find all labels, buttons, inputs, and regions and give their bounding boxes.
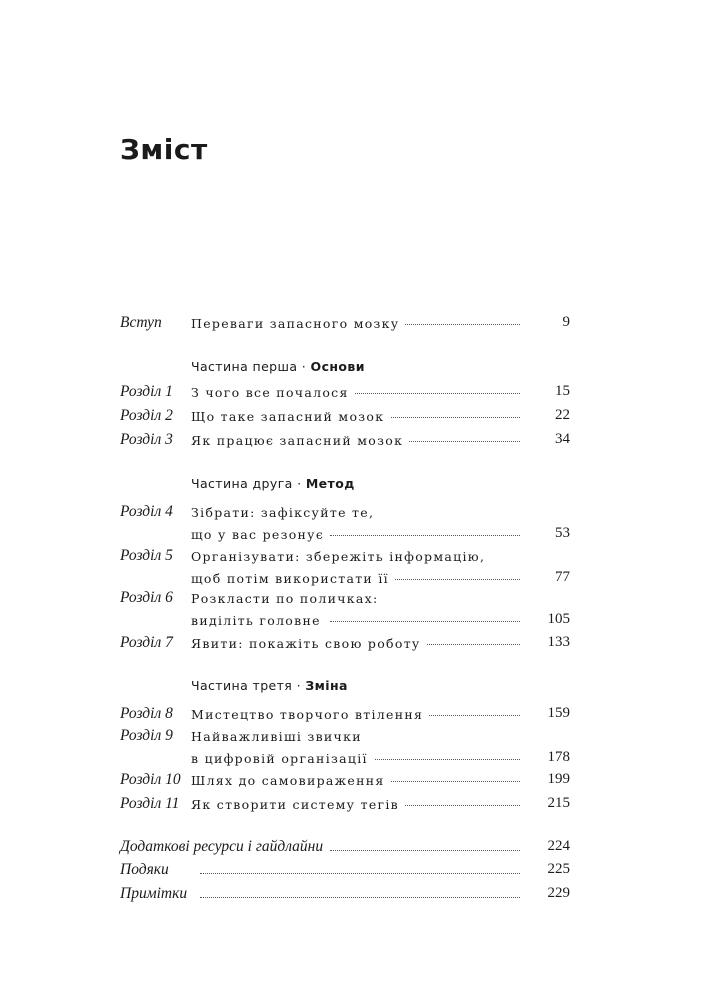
part-heading [191, 476, 355, 491]
chapter-title-line: що у вас резонує [191, 527, 330, 542]
chapter-title-line: виділіть головне [191, 613, 327, 628]
back-matter-label: Додаткові ресурси і гайдлайни [120, 838, 329, 856]
chapter-page: 215 [547, 795, 570, 811]
chapter-page: 77 [555, 569, 570, 585]
chapter-label: Розділ 10 [120, 771, 181, 788]
chapter-page: 53 [555, 525, 570, 541]
chapter-page: 15 [555, 383, 570, 399]
chapter-page: 199 [547, 771, 570, 787]
chapter-label: Розділ 4 [120, 503, 173, 520]
chapter-page: 133 [547, 634, 570, 650]
chapter-label: Розділ 11 [120, 795, 180, 812]
chapter-title: Що таке запасний мозок [191, 409, 390, 424]
chapter-page: 178 [547, 749, 570, 765]
dot-leader [330, 621, 520, 622]
part-prefix: Частина третя [191, 678, 293, 693]
chapter-title: Як працює запасний мозок [191, 433, 409, 448]
chapter-title-line: щоб потім використати її [191, 571, 395, 586]
chapter-page: 34 [555, 431, 570, 447]
chapter-title-line: Організувати: збережіть інформацію, [191, 549, 491, 564]
back-matter-label: Примітки [120, 885, 193, 903]
chapter-page: 159 [547, 705, 570, 721]
back-matter-page: 224 [547, 838, 570, 854]
part-name: Зміна [305, 678, 348, 693]
chapter-title: Шлях до самовираження [191, 773, 391, 788]
chapter-title-line: в цифровій організації [191, 751, 374, 766]
chapter-page: 22 [555, 407, 570, 423]
chapter-title-line: Зібрати: зафіксуйте те, [191, 505, 380, 520]
part-prefix: Частина друга [191, 476, 293, 491]
intro-label: Вступ [120, 314, 162, 331]
chapter-title: Мистецтво творчого втілення [191, 707, 429, 722]
intro-page: 9 [562, 314, 570, 330]
part-separator: · [296, 678, 301, 693]
dot-leader [330, 535, 520, 536]
chapter-label: Розділ 2 [120, 407, 173, 424]
chapter-label: Розділ 8 [120, 705, 173, 722]
chapter-title: Явити: покажіть свою роботу [191, 636, 427, 651]
chapter-title-line: Найважливіші звички [191, 729, 368, 744]
chapter-title-line: Розкласти по поличках: [191, 591, 385, 606]
intro-title: Переваги запасного мозку [191, 316, 405, 331]
part-name: Основи [310, 359, 365, 374]
part-separator: · [301, 359, 307, 374]
dot-leader [330, 850, 520, 851]
dot-leader [200, 897, 520, 898]
dot-leader [330, 393, 520, 394]
chapter-label: Розділ 5 [120, 547, 173, 564]
part-name: Метод [305, 476, 355, 491]
part-heading [191, 359, 365, 374]
part-prefix: Частина перша [191, 359, 298, 374]
chapter-label: Розділ 6 [120, 589, 173, 606]
chapter-page: 105 [547, 611, 570, 627]
back-matter-page: 225 [547, 861, 570, 877]
chapter-label: Розділ 1 [120, 383, 173, 400]
chapter-label: Розділ 7 [120, 634, 173, 651]
part-heading [191, 678, 348, 693]
chapter-label: Розділ 9 [120, 727, 173, 744]
back-matter-label: Подяки [120, 861, 175, 879]
page-title: Зміст [120, 133, 208, 166]
chapter-label: Розділ 3 [120, 431, 173, 448]
dot-leader [200, 873, 520, 874]
chapter-title: Як створити систему тегів [191, 797, 405, 812]
chapter-title: З чого все почалося [191, 385, 355, 400]
back-matter-page: 229 [547, 885, 570, 901]
part-separator: · [297, 476, 302, 491]
